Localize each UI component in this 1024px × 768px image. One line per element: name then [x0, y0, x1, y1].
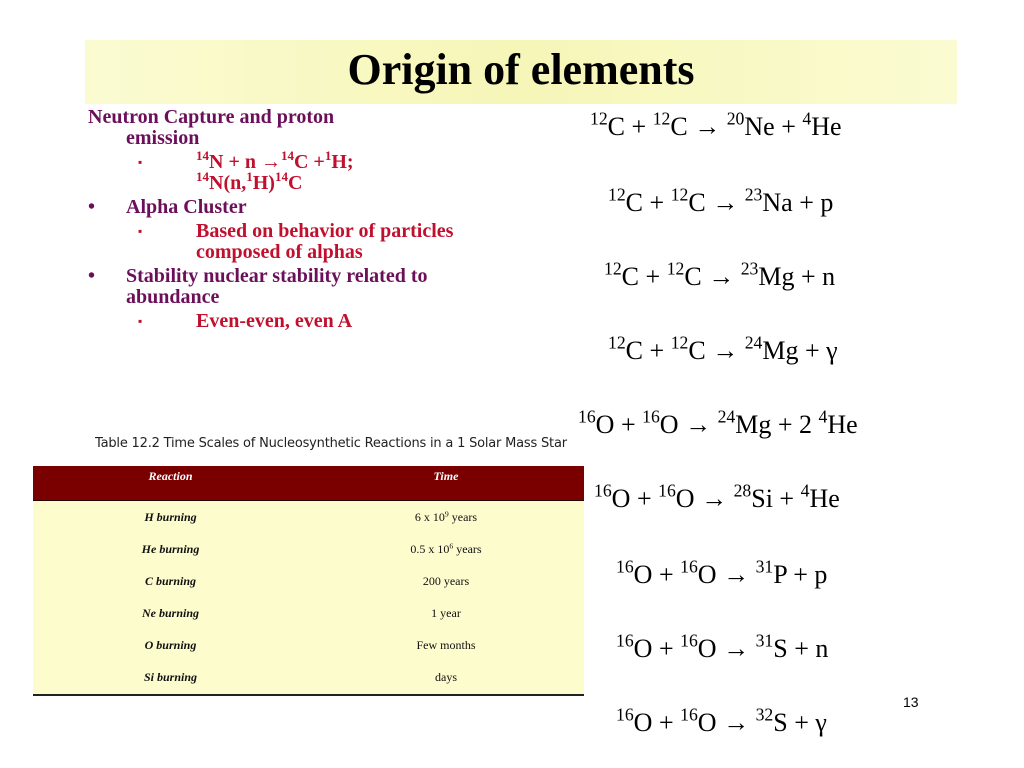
equation-term: O + [611, 484, 659, 513]
time-unit: years [453, 541, 482, 556]
mass-number: 16 [616, 556, 634, 577]
nuclear-reaction-equation [594, 480, 840, 514]
mass-number: 31 [755, 556, 774, 577]
time-value: Few months [416, 637, 476, 652]
equation-term: He [811, 112, 842, 141]
page-number: 13 [903, 694, 919, 710]
mass-number: 16 [578, 406, 596, 427]
bullet-icon: • [88, 196, 96, 218]
cell-reaction: Si burning [143, 669, 198, 684]
bullet-icon: • [88, 265, 96, 287]
equation-term: Mg + γ [762, 336, 838, 365]
superscript: 1 [246, 169, 253, 185]
reaction-part: C + [293, 151, 325, 173]
reaction-part: N + n → [209, 151, 281, 173]
mass-number: 24 [744, 332, 763, 353]
mass-number: 16 [642, 406, 660, 427]
mass-number: 20 [726, 108, 745, 129]
equation-term: C → [670, 112, 727, 141]
time-unit: years [448, 509, 478, 524]
header-time: Time [433, 469, 459, 483]
cell-reaction: He burning [141, 541, 200, 556]
reaction-part: C [287, 172, 303, 194]
table-row [33, 501, 584, 533]
equation-list [560, 0, 960, 768]
cell-time [308, 606, 584, 621]
equation-term: O + [633, 634, 681, 663]
mass-number: 12 [652, 108, 671, 129]
mass-number: 32 [755, 704, 774, 725]
reaction-part: N(n, [209, 172, 247, 194]
equation-term: C → [688, 336, 745, 365]
table-row [33, 565, 584, 597]
equation-term: O → [675, 484, 734, 513]
cell-reaction: O burning [144, 637, 197, 652]
sub-bullet-alphas [88, 221, 508, 263]
cell-time [308, 670, 584, 685]
equation-term: S + γ [773, 708, 827, 737]
header-reaction: Reaction [148, 469, 193, 483]
sub-bullet-text: Based on behavior of particles composed of alphas [196, 220, 454, 263]
table-caption: Table 12.2 Time Scales of Nucleosynthetic Reactions in a 1 Solar Mass Star [95, 436, 567, 451]
mass-number: 24 [717, 406, 736, 427]
equation-term: O + [633, 560, 681, 589]
cell-time [308, 542, 584, 557]
mass-number: 16 [658, 480, 676, 501]
mass-number: 16 [680, 630, 698, 651]
bullet-stability [88, 266, 508, 308]
superscript: 14 [280, 148, 294, 164]
bullet-neutron-capture-line1: Neutron Capture and proton [88, 106, 335, 128]
equation-term: O → [697, 560, 756, 589]
mass-number: 16 [594, 480, 612, 501]
mass-number: 4 [800, 480, 810, 501]
sub-bullet-even-even [88, 311, 508, 332]
mass-number: 16 [680, 704, 698, 725]
equation-term: He [809, 484, 840, 513]
superscript: 14 [196, 169, 209, 185]
nuclear-reaction-equation [608, 332, 838, 366]
mass-number: 12 [670, 184, 689, 205]
square-bullet-icon: ▪ [138, 224, 143, 238]
time-value: 6 x 10 [414, 509, 445, 524]
table-row [33, 533, 584, 565]
time-value: days [435, 669, 457, 684]
mass-number: 16 [616, 630, 634, 651]
reaction-part: H; [331, 151, 354, 173]
time-value: 1 year [431, 605, 461, 620]
table-body [33, 501, 584, 693]
equation-term: C + [607, 112, 653, 141]
mass-number: 4 [802, 108, 812, 129]
equation-term: Na + p [762, 188, 834, 217]
table-row [33, 597, 584, 629]
cell-time [308, 574, 584, 589]
nuclear-reaction-equation [604, 258, 836, 292]
equation-term: O + [595, 410, 643, 439]
nuclear-reaction-equation [578, 406, 858, 440]
mass-number: 16 [680, 556, 698, 577]
mass-number: 31 [755, 630, 774, 651]
nuclear-reaction-equation [616, 704, 827, 738]
mass-number: 16 [616, 704, 634, 725]
mass-number: 4 [818, 406, 828, 427]
mass-number: 12 [666, 258, 685, 279]
cell-reaction: C burning [144, 573, 197, 588]
mass-number: 12 [590, 108, 608, 129]
equation-term: O → [697, 708, 756, 737]
equation-term: P + p [773, 560, 828, 589]
mass-number: 12 [608, 184, 626, 205]
nuclear-reaction-equation [608, 184, 834, 218]
table-header [33, 466, 584, 501]
bullet-neutron-capture-line2: emission [126, 127, 200, 149]
equation-term: Ne + [744, 112, 803, 141]
table-row [33, 629, 584, 661]
superscript: 1 [324, 148, 332, 164]
equation-term: S + n [773, 634, 829, 663]
nuclear-reaction-equation [616, 630, 829, 664]
superscript: 14 [196, 148, 209, 164]
equation-term: Mg + 2 [735, 410, 819, 439]
equation-term: C + [621, 262, 667, 291]
mass-number: 12 [670, 332, 689, 353]
time-exponent: 6 [449, 540, 454, 550]
square-bullet-icon: ▪ [138, 155, 143, 169]
equation-term: O + [633, 708, 681, 737]
time-exponent: 9 [444, 508, 449, 518]
equation-term: He [827, 410, 858, 439]
equation-term: C + [625, 188, 671, 217]
mass-number: 28 [733, 480, 752, 501]
bullet-list [88, 104, 508, 332]
equation-term: Mg + n [758, 262, 836, 291]
square-bullet-icon: ▪ [138, 314, 143, 328]
bullet-text: Alpha Cluster [126, 196, 247, 218]
equation-term: C + [625, 336, 671, 365]
timescale-table [33, 466, 584, 696]
time-value: 0.5 x 10 [410, 541, 450, 556]
bullet-alpha-cluster [88, 197, 508, 218]
page-title: Origin of elements [347, 45, 695, 94]
bullet-neutron-capture [88, 107, 508, 149]
equation-term: C → [684, 262, 741, 291]
equation-term: Si + [751, 484, 801, 513]
cell-time [308, 638, 584, 653]
bullet-text: Stability nuclear stability related to abundance [126, 265, 428, 308]
superscript: 14 [274, 169, 288, 185]
nuclear-reaction-equation [616, 556, 828, 590]
cell-reaction: H burning [144, 509, 197, 524]
equation-term: C → [688, 188, 745, 217]
sub-bullet-text: Even-even, even A [196, 310, 353, 332]
equation-term: O → [659, 410, 718, 439]
table-row [33, 661, 584, 693]
cell-time [308, 510, 584, 525]
cell-reaction: Ne burning [141, 605, 200, 620]
mass-number: 23 [744, 184, 763, 205]
mass-number: 23 [740, 258, 759, 279]
sub-bullet-reaction [88, 148, 508, 194]
mass-number: 12 [608, 332, 626, 353]
nuclear-reaction-equation [590, 108, 842, 142]
time-value: 200 years [422, 573, 470, 588]
mass-number: 12 [604, 258, 622, 279]
equation-term: O → [697, 634, 756, 663]
reaction-part: H) [252, 172, 275, 194]
